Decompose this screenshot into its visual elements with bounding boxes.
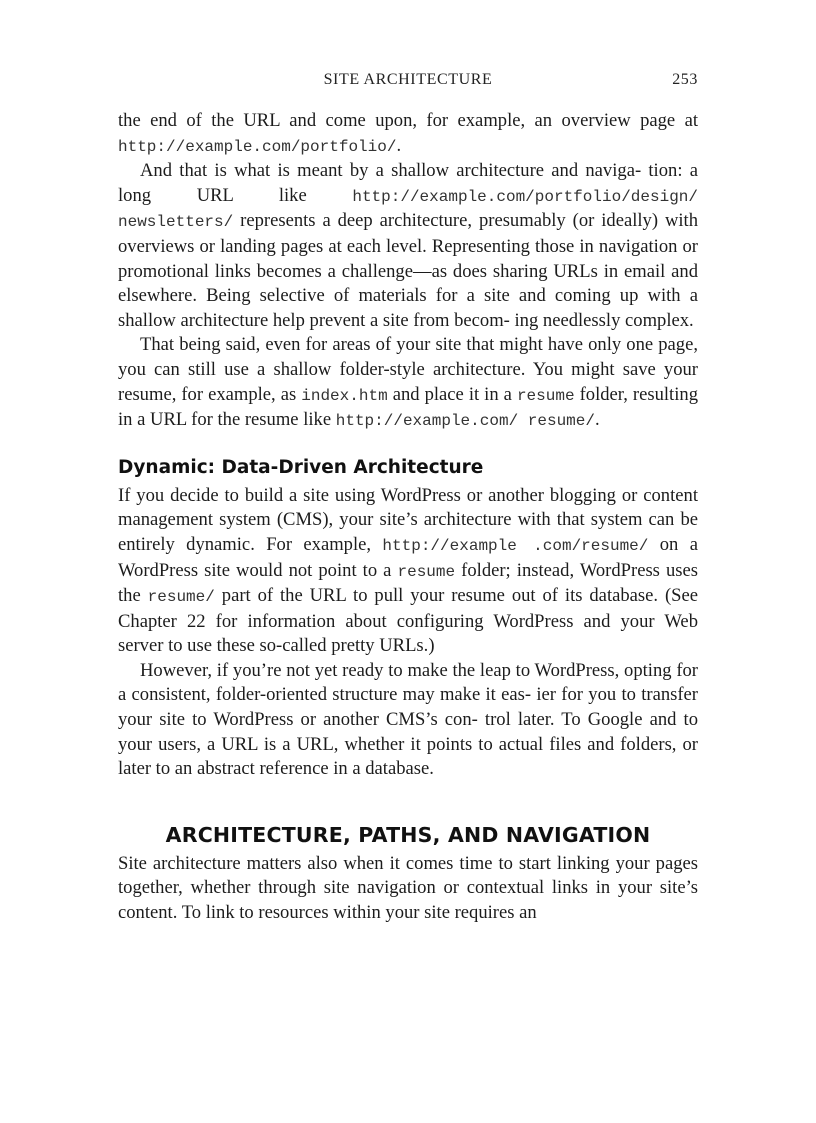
code-url: http://example.com/ resume/ <box>335 412 595 431</box>
text-run: the end of the URL and come upon, for example, an overview page at <box>118 110 698 131</box>
code-folder: resume <box>397 562 456 581</box>
code-path: resume/ <box>147 588 215 607</box>
paragraph-linking: Site architecture matters also when it comes time to start linking your pages together, whether through site navigation or contextual links in your site’s content. To link to resources within your site requires an <box>118 852 698 924</box>
code-url: http://example .com/resume/ <box>382 536 649 555</box>
text-run: . <box>594 409 600 431</box>
text-run: If you decide to build a site using WordPress or another blogging or content management system (CMS), your site’s architecture with that system can be entirely dynamic. For example, <box>118 484 698 555</box>
code-url: http://example.com/portfolio/ <box>118 137 397 156</box>
text-run: on a WordPress site would not point to a <box>118 533 698 581</box>
paragraph-folder-style <box>118 333 698 433</box>
text-run: and place it in a <box>387 383 517 405</box>
paragraph-shallow-architecture <box>118 159 698 333</box>
body-text <box>118 109 698 926</box>
text-run: part of the URL to pull your resume out of its database. (See Chapter 22 for information about configuring WordPress and your Web server to use these so-called pretty URLs.) <box>118 585 698 657</box>
text-run: That being said, even for areas of your site that might have only one page, you can still use a shallow folder-style architecture. You might save your resume, for example, as <box>118 334 698 405</box>
code-folder: resume <box>516 386 575 405</box>
code-filename: index.htm <box>301 386 388 405</box>
paragraph-dynamic-cms <box>118 484 698 659</box>
text-run: represents a deep architecture, presumably (or ideally) with overviews or landing pages at each level. Representing those in navigation or promotional links becomes a challenge—as does sharing URLs in email and elsewhere. Being selective of materials for a site and coming up with a shallow architecture help prevent a site from becom- ing needlessly complex. <box>118 210 698 331</box>
paragraph-folder-oriented: However, if you’re not yet ready to make the leap to WordPress, opting for a consistent, folder-oriented structure may make it eas- ier for you to transfer your site to WordPress or another CMS’s con- trol later. To Google and to your users, a URL is a URL, whether it points to actual files and folders, or later to an abstract reference in a database. <box>118 659 698 780</box>
subsection-heading: Dynamic: Data-Driven Architecture <box>118 456 484 478</box>
text-run: folder; instead, WordPress uses the <box>118 559 698 607</box>
text-run: folder, resulting in a URL for the resume like <box>118 383 698 431</box>
text-run: . <box>396 134 402 156</box>
text-run: And that is what is meant by a shallow architecture and naviga- tion: a long URL like <box>118 160 698 206</box>
code-url: http://example.com/portfolio/design/ newsletters/ <box>118 187 698 232</box>
page-number: 253 <box>672 71 698 88</box>
running-head-title: SITE ARCHITECTURE <box>323 71 493 88</box>
section-heading: ARCHITECTURE, PATHS, AND NAVIGATION <box>165 822 651 847</box>
paragraph-continuation <box>118 109 698 159</box>
